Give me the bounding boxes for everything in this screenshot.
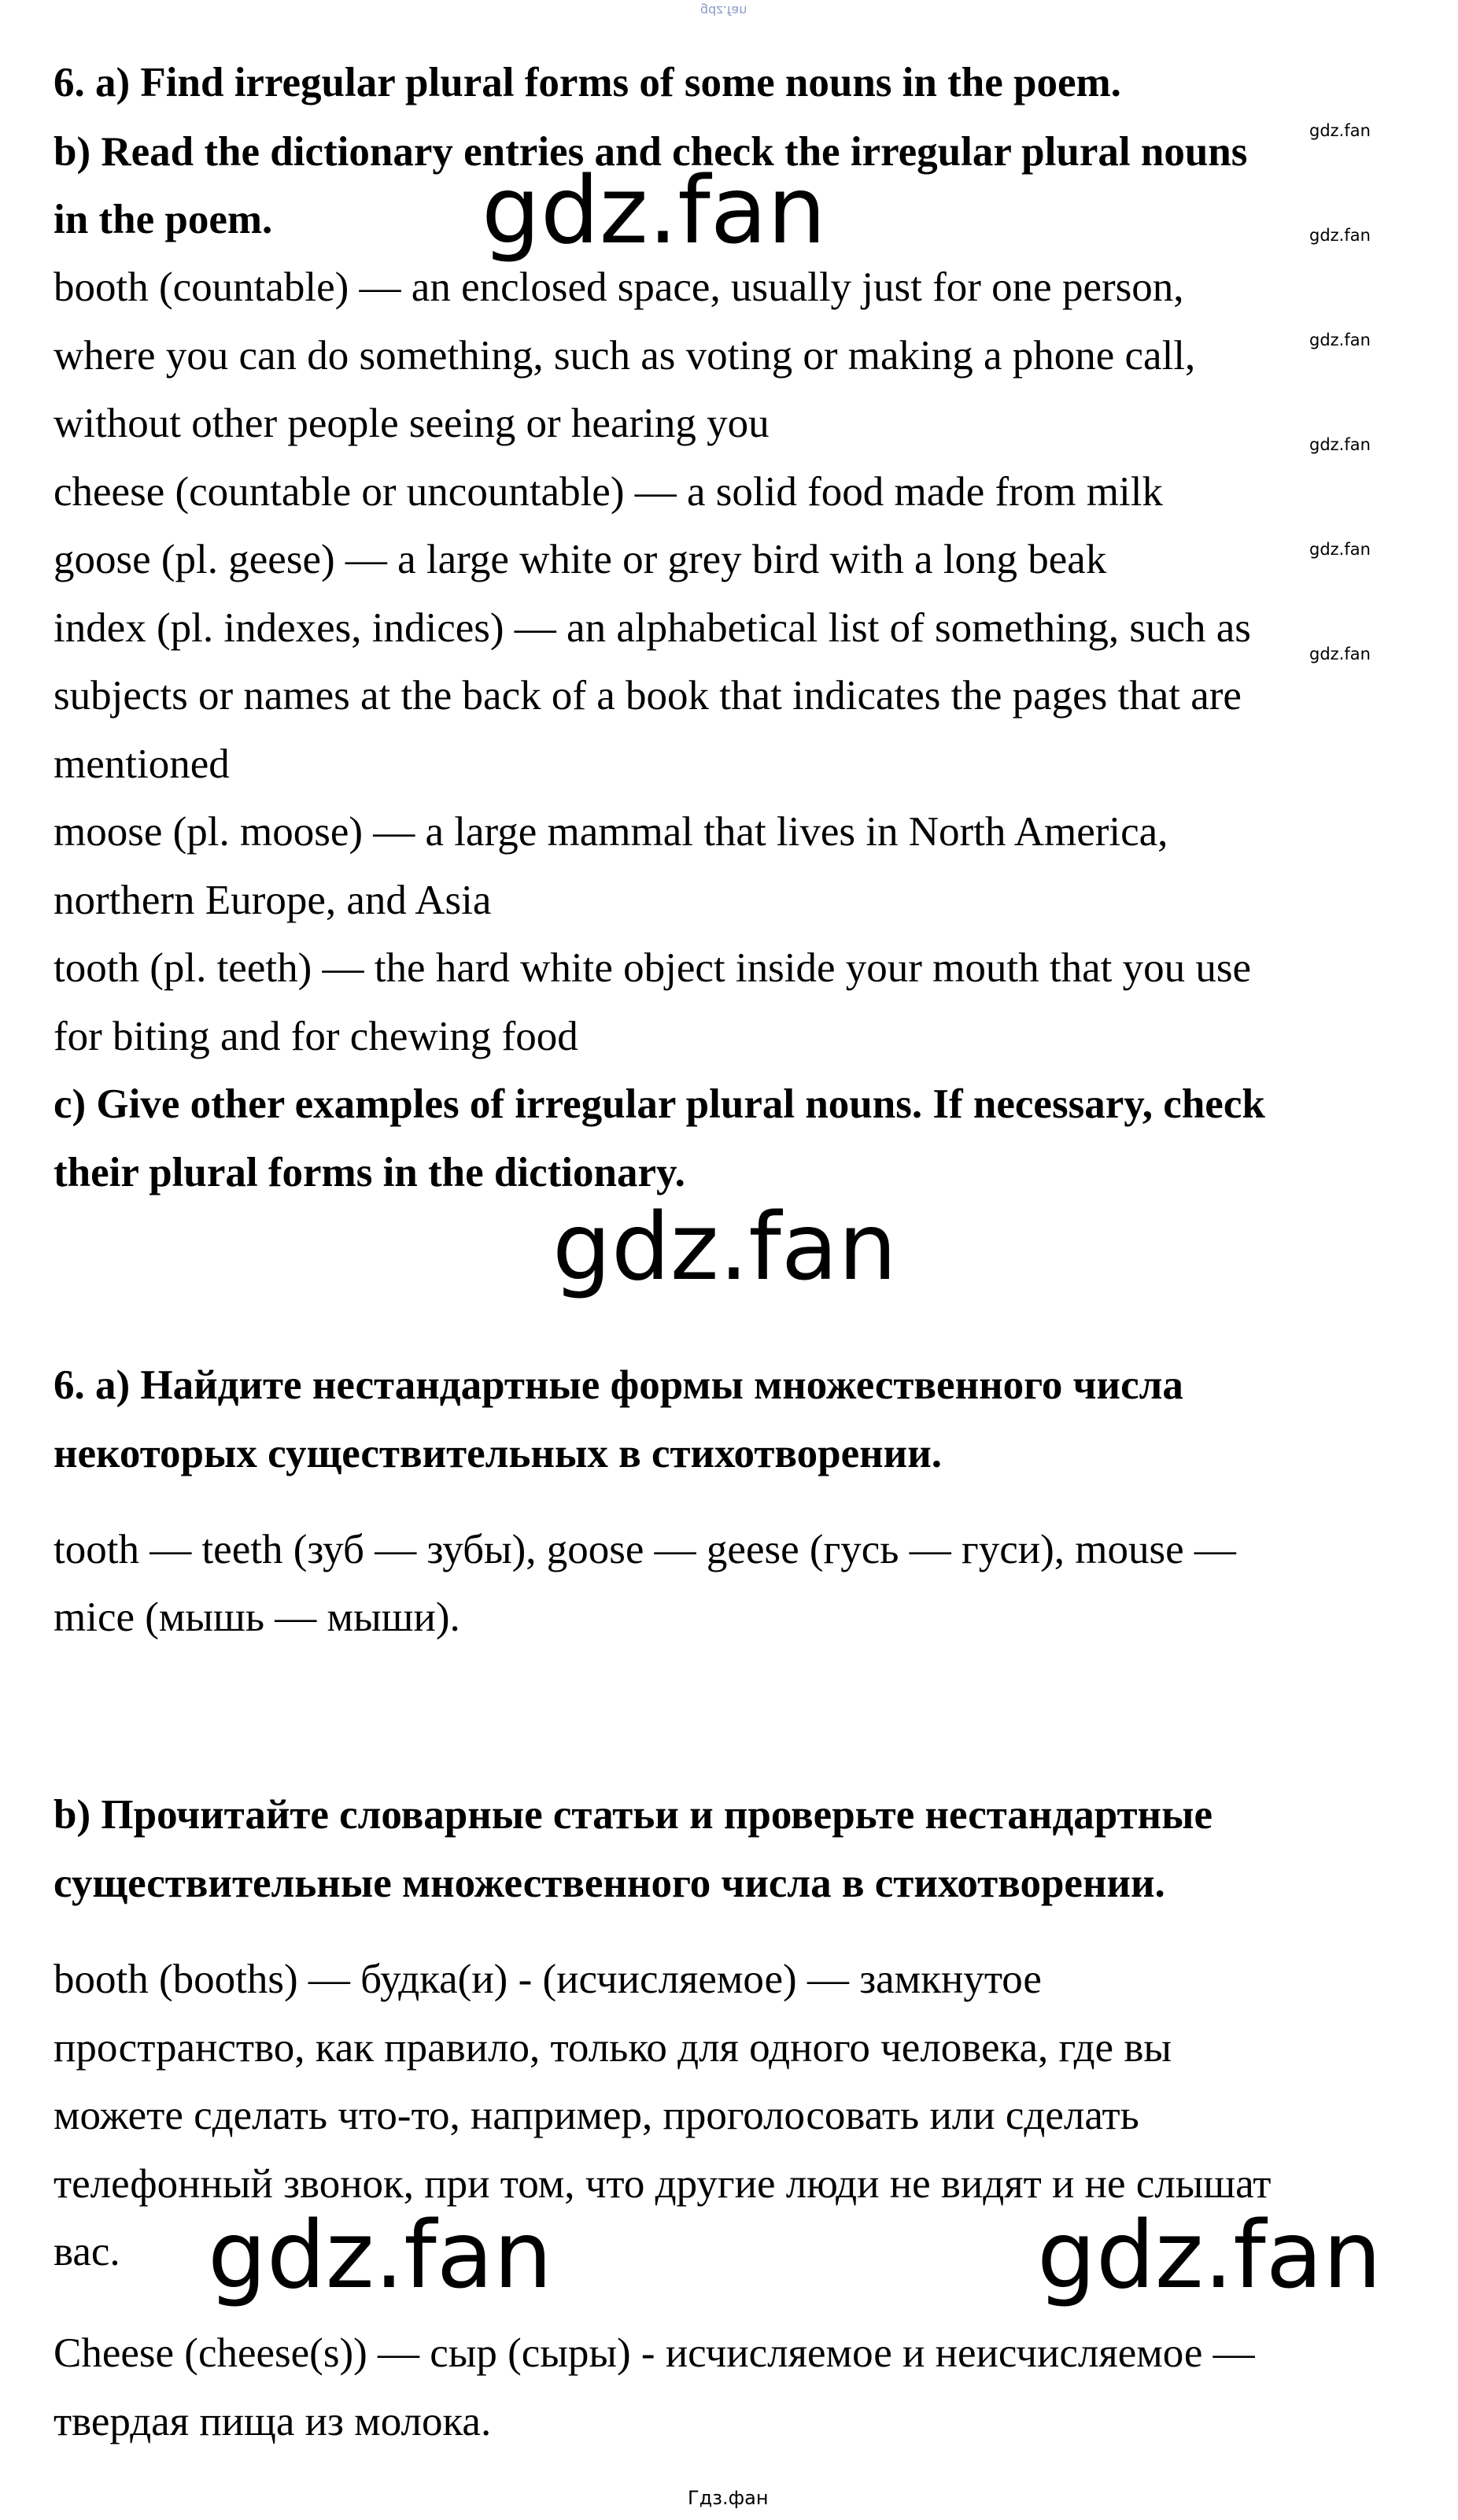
task-heading-c-line2: their plural forms in the dictionary. [54, 1150, 685, 1195]
watermark-large: gdz.fan [1037, 2200, 1382, 2309]
watermark-small: gdz.fan [1309, 226, 1371, 245]
dictionary-line: tooth (pl. teeth) — the hard white object inside your mouth that you use [54, 945, 1251, 991]
dictionary-line: cheese (countable or uncountable) — a solid food made from milk [54, 469, 1163, 515]
answer-b-line: твердая пища из молока. [54, 2399, 492, 2444]
dictionary-line: goose (pl. geese) — a large white or grey bird with a long beak [54, 537, 1107, 582]
answer-a-text-line2: mice (мышь — мыши). [54, 1594, 460, 1640]
dictionary-line: moose (pl. moose) — a large mammal that lives in North America, [54, 809, 1168, 855]
task-heading-b-line2: in the poem. [54, 197, 273, 242]
watermark-small: gdz.fan [1309, 540, 1371, 559]
dictionary-line: mentioned [54, 741, 230, 787]
answer-b-line: можете сделать что-то, например, проголосовать или сделать [54, 2093, 1139, 2138]
top-watermark: gdz.fan [700, 3, 747, 18]
watermark-small: gdz.fan [1309, 435, 1371, 454]
dictionary-line: where you can do something, such as voting or making a phone call, [54, 333, 1196, 379]
answer-b-line: пространство, как правило, только для одного человека, где вы [54, 2025, 1172, 2071]
watermark-small: gdz.fan [1309, 645, 1371, 663]
dictionary-line: booth (countable) — an enclosed space, usually just for one person, [54, 264, 1184, 310]
watermark-large: gdz.fan [552, 1192, 897, 1301]
answer-b-line: Cheese (cheese(s)) — сыр (сыры) - исчисляемое и неисчисляемое — [54, 2330, 1255, 2376]
watermark-large: gdz.fan [208, 2200, 552, 2309]
answer-a-text-line1: tooth — teeth (зуб — зубы), goose — geese (гусь — гуси), mouse — [54, 1527, 1236, 1572]
dictionary-line: northern Europe, and Asia [54, 878, 492, 923]
task-heading-c-line1: c) Give other examples of irregular plural nouns. If necessary, check [54, 1081, 1265, 1127]
dictionary-line: subjects or names at the back of a book that indicates the pages that are [54, 673, 1242, 719]
watermark-small: gdz.fan [1309, 331, 1371, 349]
dictionary-line: for biting and for chewing food [54, 1014, 578, 1059]
dictionary-line: index (pl. indexes, indices) — an alphabetical list of something, such as [54, 605, 1251, 651]
answer-b-heading-line2: существительные множественного числа в стихотворении. [54, 1860, 1165, 1906]
answer-a-heading-line2: некоторых существительных в стихотворении. [54, 1431, 942, 1476]
task-heading-b-line1: b) Read the dictionary entries and check the irregular plural nouns [54, 129, 1248, 175]
answer-b-line: телефонный звонок, при том, что другие люди не видят и не слышат [54, 2161, 1272, 2207]
answer-b-line: booth (booths) — будка(и) - (исчисляемое) — замкнутое [54, 1957, 1042, 2002]
dictionary-line: without other people seeing or hearing you [54, 401, 770, 446]
footer-label: Гдз.фан [688, 2487, 769, 2509]
answer-a-heading-line1: 6. а) Найдите нестандартные формы множественного числа [54, 1362, 1183, 1408]
task-heading-a: 6. a) Find irregular plural forms of some nouns in the poem. [54, 60, 1121, 105]
watermark-small: gdz.fan [1309, 121, 1371, 140]
watermark-large: gdz.fan [482, 156, 826, 264]
answer-b-line: вас. [54, 2229, 120, 2274]
answer-b-heading-line1: b) Прочитайте словарные статьи и проверьте нестандартные [54, 1792, 1213, 1838]
